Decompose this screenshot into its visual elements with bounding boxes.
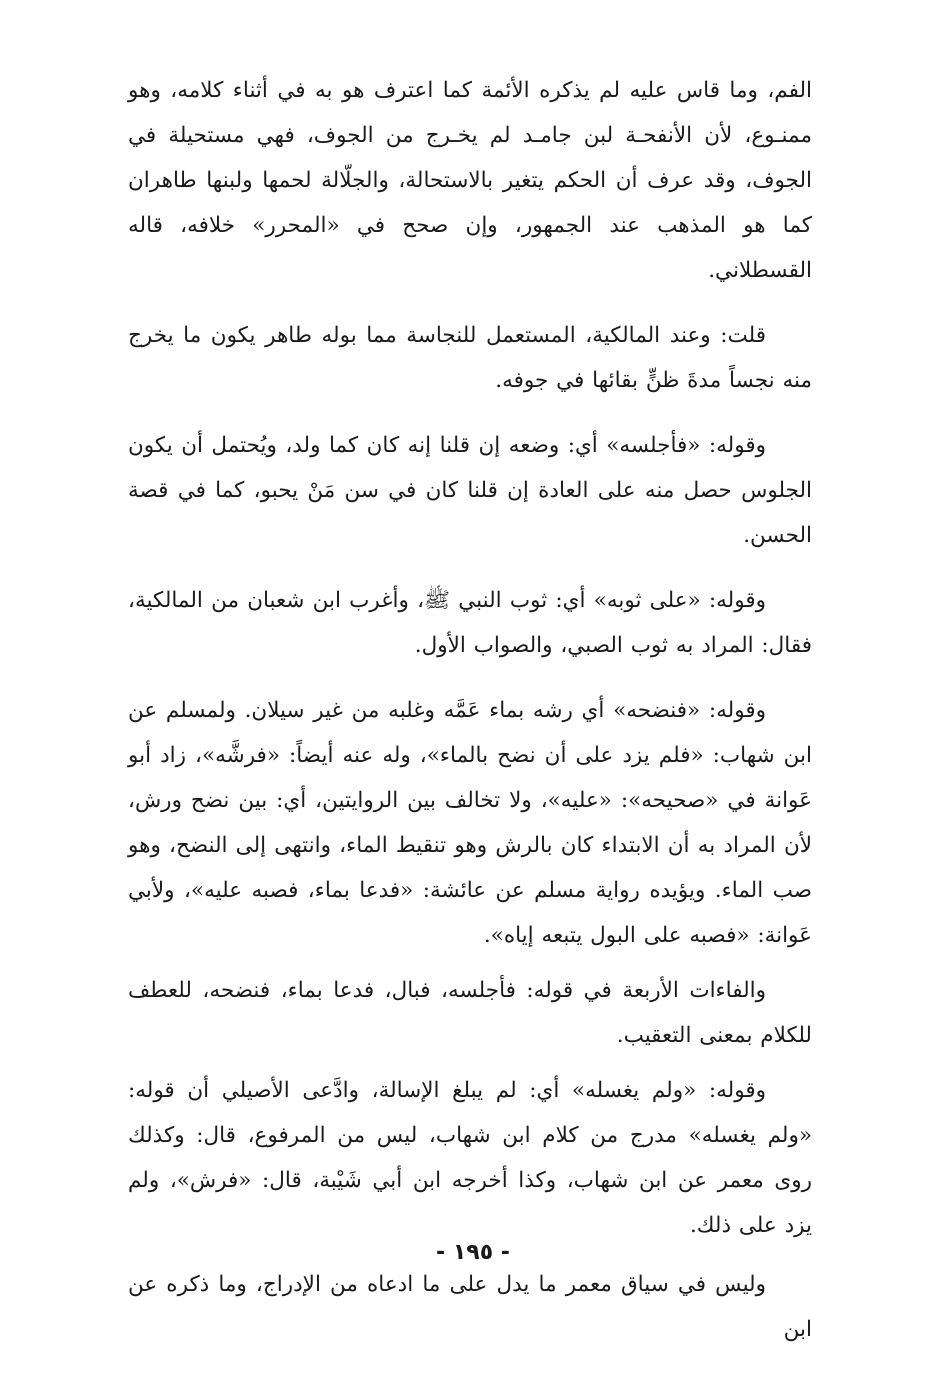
paragraph: وقوله: «فنضحه» أي رشه بماء عَمَّه وغلبه من غير سيلان. ولمسلم عن ابن شهاب: «فلم يزد على أن نضح بالماء»، وله عنه أيضاً: «فرشَّه»، زاد أبو عَوانة في «صحيحه»: «عليه»، ولا تخالف بين الروايتين، أي: بين نضح ورش، لأن المراد به أن الابتداء كان بالرش وهو تنقيط الماء، وانتهى إلى النضح، وهو صب الماء. ويؤيده رواية مسلم عن عائشة: «فدعا بماء، فصبه عليه»، ولأبي عَوانة: «فصبه على البول يتبعه إياه». <box>128 698 812 948</box>
paragraph: والفاءات الأربعة في قوله: فأجلسه، فبال، فدعا بماء، فنضحه، للعطف للكلام بمعنى التعقيب. <box>128 978 812 1048</box>
paragraph: وقوله: «ولم يغسله» أي: لم يبلغ الإسالة، وادَّعى الأصيلي أن قوله: «ولم يغسله» مدرج من كلام ابن شهاب، ليس من المرفوع، قال: وكذلك روى معمر عن ابن شهاب، وكذا أخرجه ابن أبي شَيْبة، قال: «فرش»، ولم يزد على ذلك. <box>128 1078 812 1238</box>
paragraph: قلت: وعند المالكية، المستعمل للنجاسة مما بوله طاهر يكون ما يخرج منه نجساً مدةَ ظنٍّ بقائها في جوفه. <box>128 323 812 393</box>
paragraph: وقوله: «على ثوبه» أي: ثوب النبي ﷺ، وأغرب ابن شعبان من المالكية، فقال: المراد به ثوب الصبي، والصواب الأول. <box>128 588 812 658</box>
paragraph: وقوله: «فأجلسه» أي: وضعه إن قلنا إنه كان كما ولد، ويُحتمل أن يكون الجلوس حصل منه على العادة إن قلنا كان في سن مَنْ يحبو، كما في قصة الحسن. <box>128 433 812 548</box>
paragraph: وليس في سياق معمر ما يدل على ما ادعاه من الإدراج، وما ذكره عن ابن <box>128 1272 812 1342</box>
page-body <box>128 68 812 1352</box>
paragraph: الفم، وما قاس عليه لم يذكره الأئمة كما اعترف هو به في أثناء كلامه، وهو ممنـوع، لأن الأنفحـة لبن جامـد لم يخـرج من الجوف، فهي مستحيلة في الجوف، وقد عرف أن الحكم يتغير بالاستحالة، والجلّالة لحمها ولبنها طاهران كما هو المذهب عند الجمهور، وإن صحح في «المحرر» خلافه، قاله القسطلاني. <box>128 78 812 283</box>
page-number: - ١٩٥ - <box>436 1240 510 1265</box>
